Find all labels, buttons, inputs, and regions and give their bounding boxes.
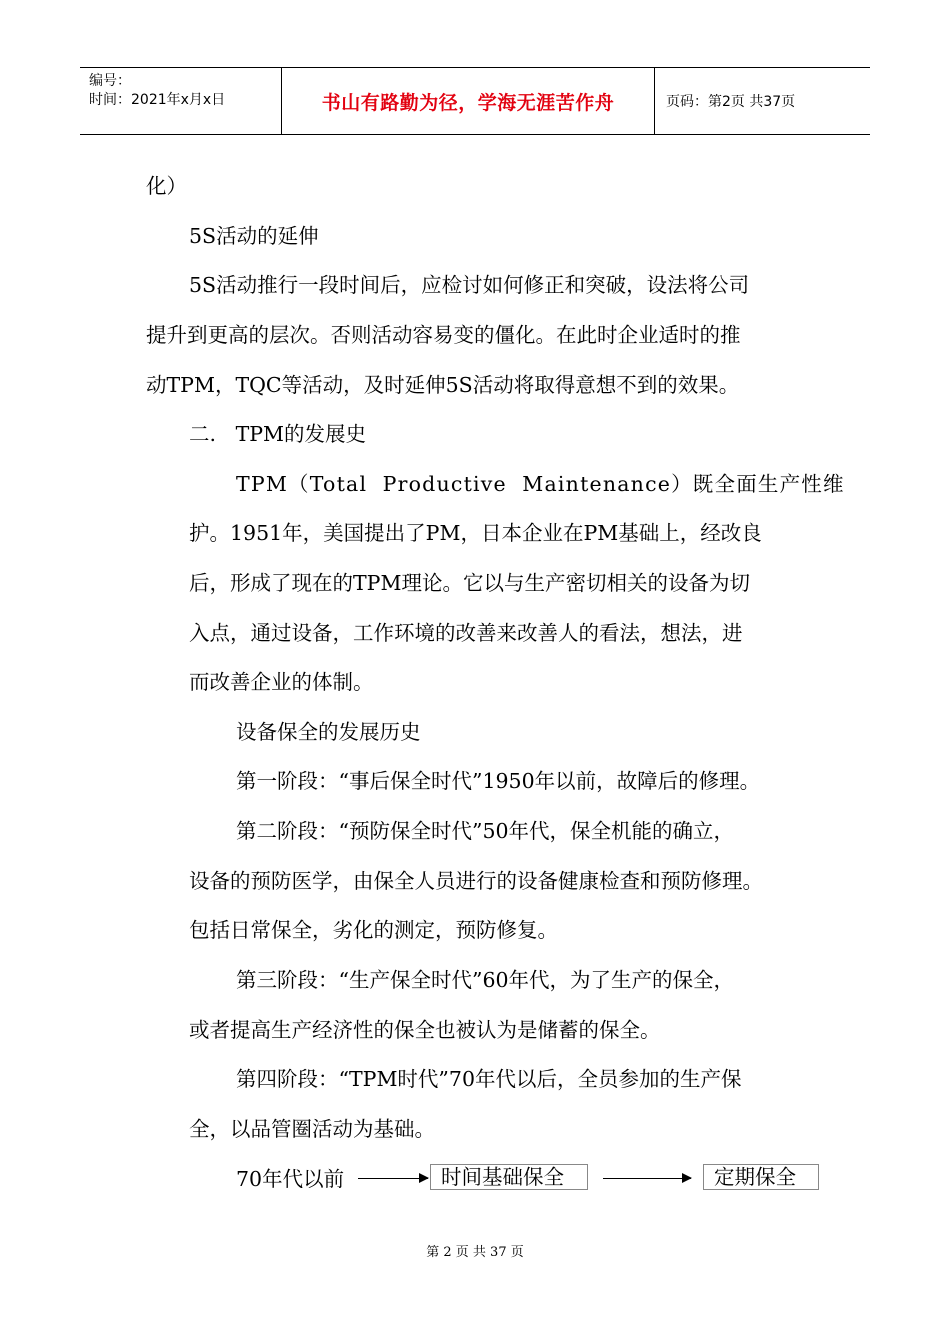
paragraph-line: 5S活动推行一段时间后，应检讨如何修正和突破，设法将公司 [189,273,750,297]
section-heading-tpm-history: 二. TPM的发展史 [189,422,367,446]
flow-box-label: 时间基础保全 [441,1165,564,1189]
paragraph-line: 第二阶段：“预防保全时代”50年代，保全机能的确立， [236,819,735,843]
header-info-cell [80,68,282,134]
section-heading-5s-extension: 5S活动的延伸 [189,224,319,248]
paragraph-line: 而改善企业的体制。 [189,670,374,694]
flow-start-label: 70年代以前 [236,1167,345,1191]
document-header [80,67,870,135]
flow-box-periodic-maintenance [703,1164,819,1190]
page-footer: 第 2 页 共 37 页 [426,1245,524,1260]
flow-box-label: 定期保全 [714,1165,796,1189]
maintenance-flow-diagram [0,1160,950,1200]
flow-arrow [603,1178,691,1179]
document-number-label: 编号： [89,73,131,89]
paragraph-line: 设备的预防医学，由保全人员进行的设备健康检查和预防修理。 [189,869,763,893]
paragraph-line: 全，以品管圈活动为基础。 [189,1117,435,1141]
header-page-label: 页码：第2页 共37页 [666,94,796,110]
paragraph-line: TPM（Total Productive Maintenance）既全面生产性维 [236,472,845,496]
flow-box-time-based-maintenance [430,1164,588,1190]
paragraph-line: 第三阶段：“生产保全时代”60年代，为了生产的保全， [236,968,735,992]
paragraph-line: 护。1951年，美国提出了PM，日本企业在PM基础上，经改良 [189,521,762,545]
paragraph-line: 动TPM，TQC等活动，及时延伸5S活动将取得意想不到的效果。 [146,373,740,397]
header-motto: 书山有路勤为径，学海无涯苦作舟 [282,68,655,134]
paragraph-line: 后，形成了现在的TPM理论。它以与生产密切相关的设备为切 [189,571,750,595]
paragraph-line: 入点，通过设备，工作环境的改善来改善人的看法，想法，进 [189,621,743,645]
paragraph-continuation: 化） [146,174,187,198]
paragraph-line: 或者提高生产经济性的保全也被认为是储蓄的保全。 [189,1018,661,1042]
flow-arrow [358,1178,428,1179]
paragraph-line: 第四阶段：“TPM时代”70年代以后，全员参加的生产保 [236,1067,742,1091]
document-time-label: 时间：2021年x月x日 [89,92,226,108]
paragraph-line: 第一阶段：“事后保全时代”1950年以前，故障后的修理。 [236,769,761,793]
paragraph-line: 包括日常保全，劣化的测定，预防修复。 [189,918,558,942]
paragraph-line: 提升到更高的层次。否则活动容易变的僵化。在此时企业适时的推 [146,323,741,347]
section-heading-maintenance-history: 设备保全的发展历史 [236,720,421,744]
